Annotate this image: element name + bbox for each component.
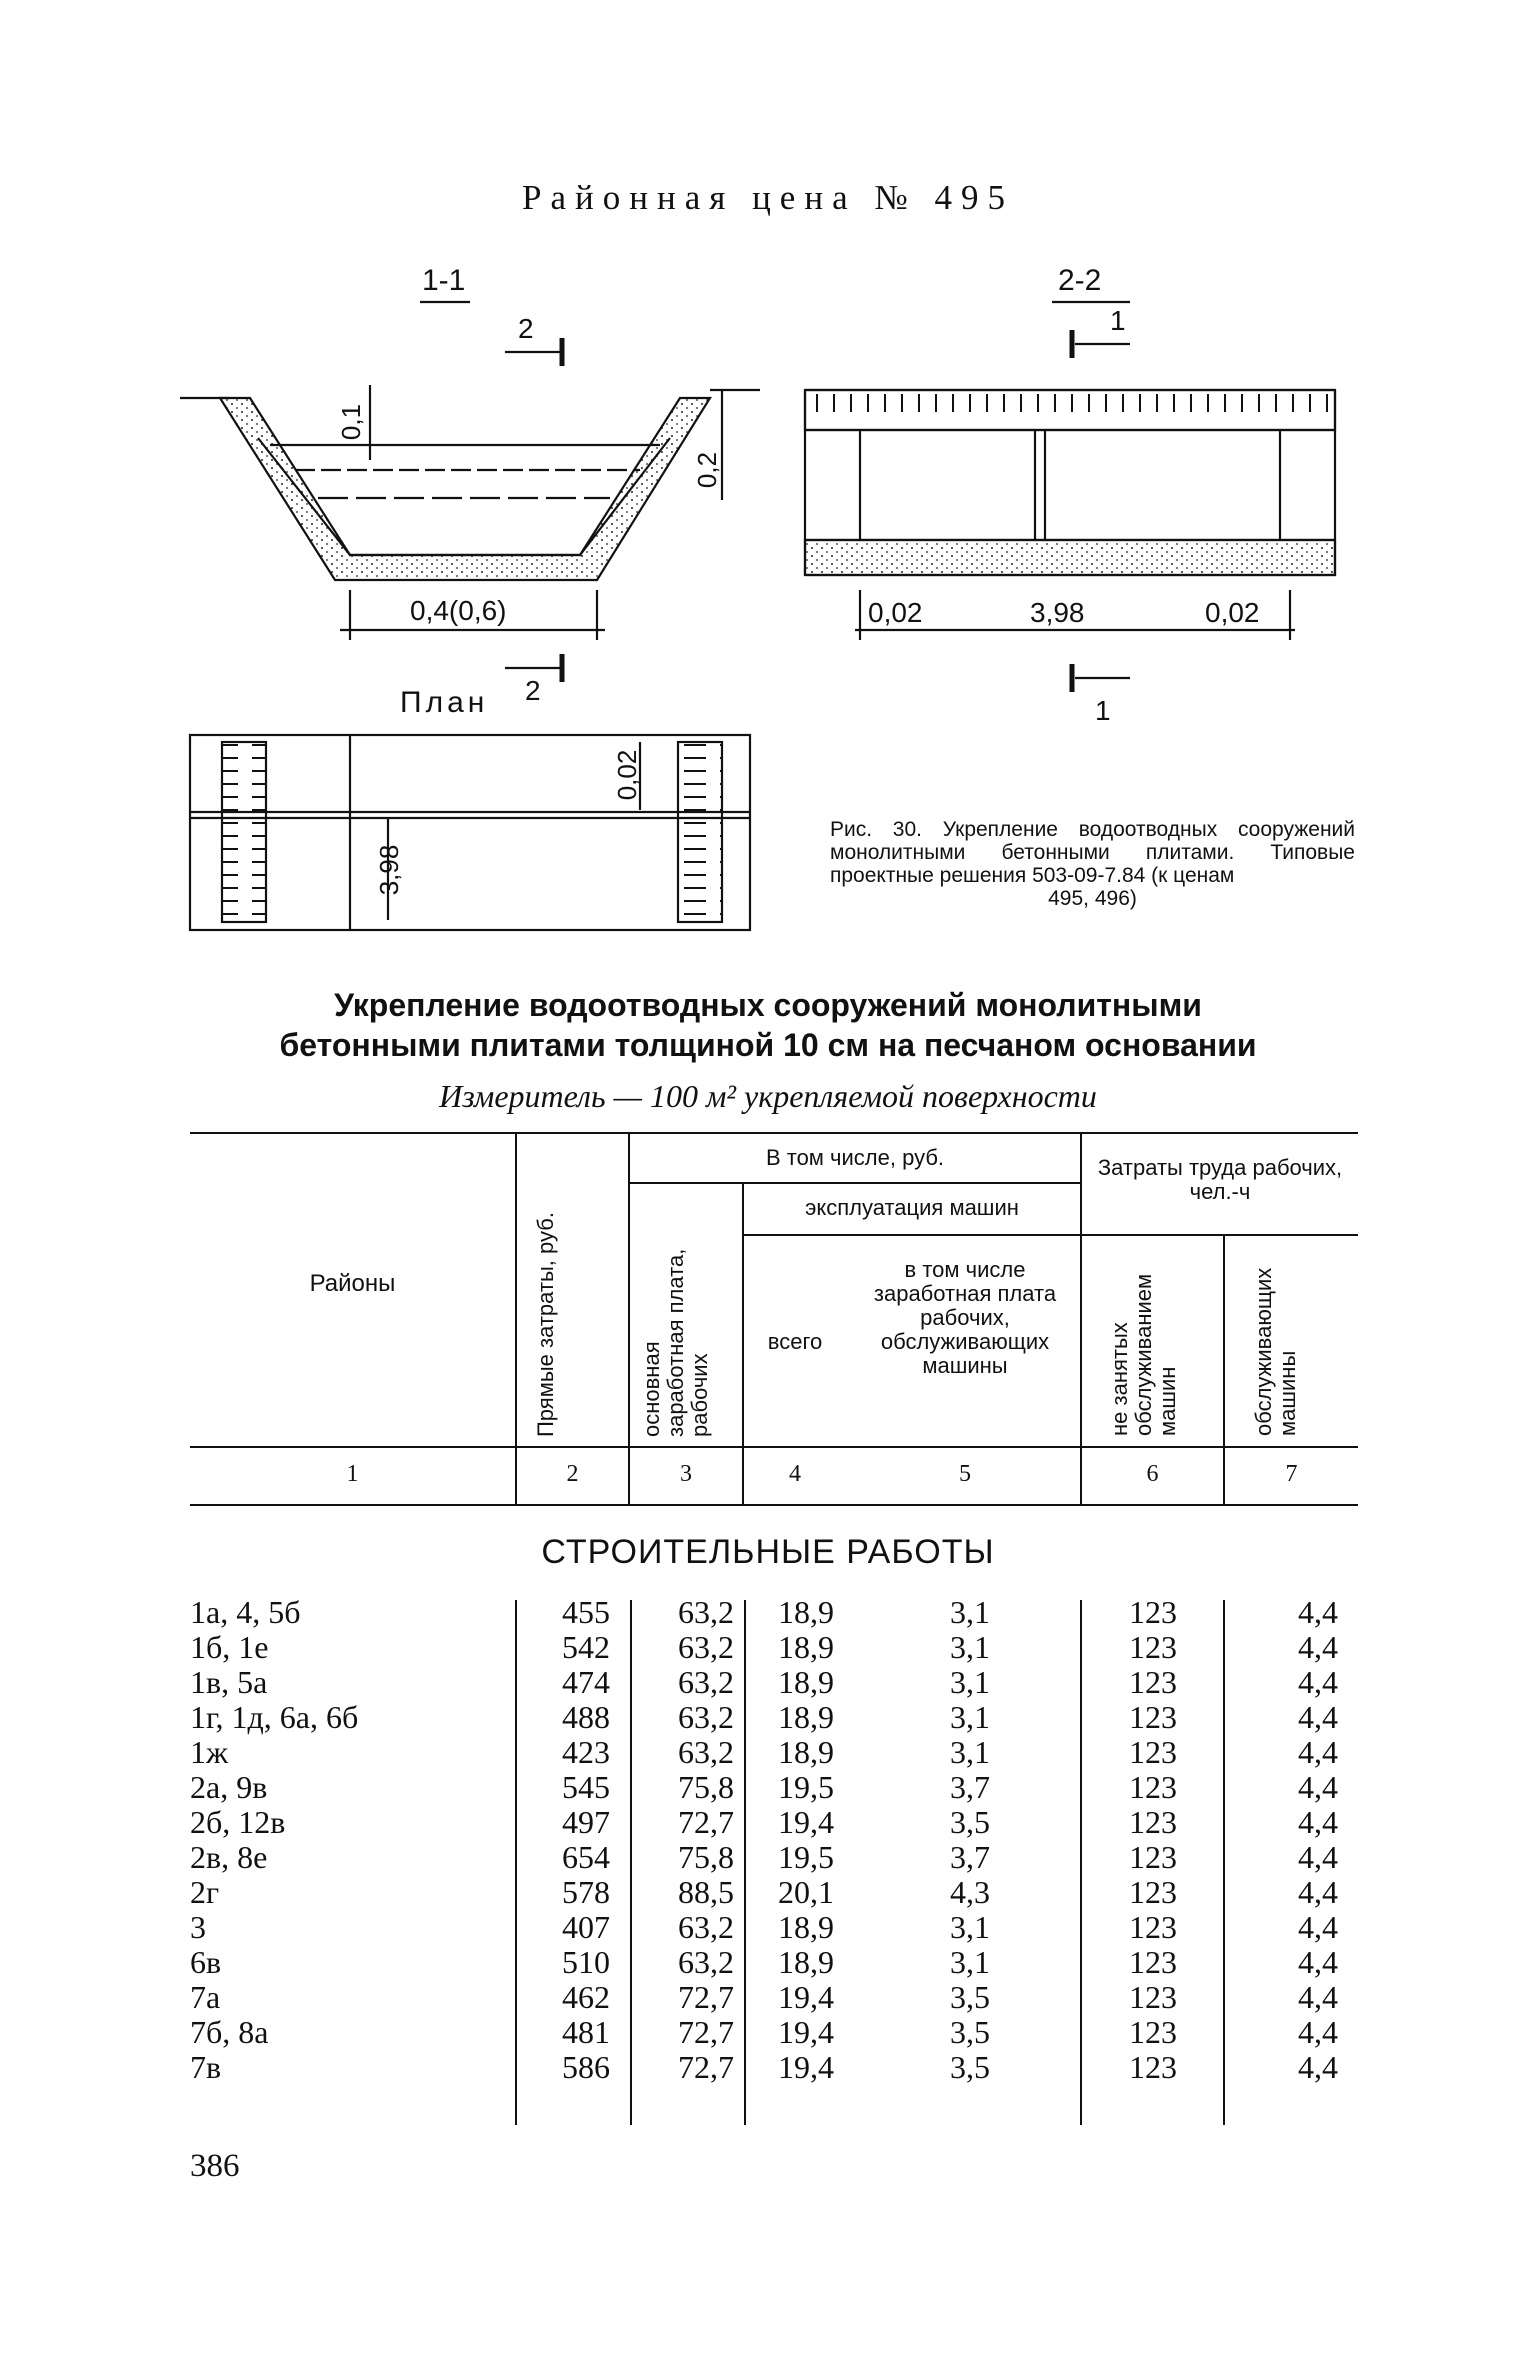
cell-machine-total: 19,4: [778, 2014, 834, 2050]
header-including: В том числе, руб.: [765, 1145, 945, 1170]
cell-labor-machine: 4,4: [1298, 1839, 1338, 1875]
section-marker-2-top: 2: [518, 313, 534, 344]
table-row: [190, 1595, 1358, 1630]
cell-machine-total: 18,9: [778, 1944, 834, 1980]
plan-dim-3-98: 3,98: [374, 844, 404, 896]
table-row: [190, 1770, 1358, 1805]
cell-regions: 2а, 9в: [190, 1769, 268, 1805]
table-row: [190, 1980, 1358, 2015]
table-row: [190, 2015, 1358, 2050]
cell-machine-wage: 3,7: [950, 1839, 990, 1875]
cell-machine-wage: 3,1: [950, 1734, 990, 1770]
table-row: [190, 1840, 1358, 1875]
cell-labor-machine: 4,4: [1298, 1909, 1338, 1945]
cell-base-wage: 75,8: [678, 1769, 734, 1805]
cell-regions: 1б, 1е: [190, 1629, 269, 1665]
cell-machine-wage: 3,1: [950, 1594, 990, 1630]
cell-labor-machine: 4,4: [1298, 1874, 1338, 1910]
header-labor: Затраты труда рабочих, чел.-ч: [1097, 1155, 1343, 1204]
cell-machine-wage: 3,5: [950, 2049, 990, 2085]
cell-machine-total: 19,4: [778, 1979, 834, 2015]
header-regions: Районы: [309, 1270, 396, 1297]
cell-labor-not-machine: 123: [1129, 1594, 1177, 1630]
cell-base-wage: 88,5: [678, 1874, 734, 1910]
cell-labor-not-machine: 123: [1129, 1944, 1177, 1980]
heading-line-1: Укрепление водоотводных сооружений монолитными: [334, 987, 1202, 1023]
cell-labor-machine: 4,4: [1298, 1979, 1338, 2015]
cell-base-wage: 63,2: [678, 1909, 734, 1945]
cell-regions: 1г, 1д, 6а, 6б: [190, 1699, 359, 1735]
cell-machine-wage: 3,5: [950, 2014, 990, 2050]
page-title: Районная цена № 495: [522, 178, 1014, 217]
cell-labor-not-machine: 123: [1129, 1839, 1177, 1875]
cell-machine-wage: 3,1: [950, 1629, 990, 1665]
caption-text-end: 495, 496): [1048, 887, 1137, 910]
cell-direct-costs: 542: [562, 1629, 610, 1665]
cell-machine-total: 19,4: [778, 2049, 834, 2085]
dim-0-2: 0,2: [692, 451, 722, 489]
cell-labor-machine: 4,4: [1298, 1804, 1338, 1840]
cell-base-wage: 72,7: [678, 1804, 734, 1840]
cell-machine-total: 18,9: [778, 1734, 834, 1770]
cell-base-wage: 63,2: [678, 1699, 734, 1735]
table-row: [190, 1665, 1358, 1700]
cell-direct-costs: 423: [562, 1734, 610, 1770]
cell-regions: 7б, 8а: [190, 2014, 269, 2050]
cell-direct-costs: 586: [562, 2049, 610, 2085]
section-marker-1-top: 1: [1110, 305, 1126, 336]
table-row: [190, 1805, 1358, 1840]
cell-regions: 1ж: [190, 1734, 229, 1770]
cell-base-wage: 72,7: [678, 2014, 734, 2050]
cell-regions: 7а: [190, 1979, 221, 2015]
cell-regions: 2г: [190, 1874, 220, 1910]
cell-base-wage: 72,7: [678, 1979, 734, 2015]
dim-0-02-left: 0,02: [868, 597, 923, 628]
cell-machine-wage: 3,1: [950, 1699, 990, 1735]
cell-direct-costs: 474: [562, 1664, 610, 1700]
cell-machine-wage: 3,5: [950, 1804, 990, 1840]
dim-0-02-right: 0,02: [1205, 597, 1260, 628]
cell-machine-total: 18,9: [778, 1629, 834, 1665]
col-number-1: 1: [346, 1461, 359, 1487]
figure-caption: [830, 818, 1355, 910]
cell-direct-costs: 488: [562, 1699, 610, 1735]
cell-machine-wage: 3,1: [950, 1909, 990, 1945]
table-body: [190, 1595, 1358, 2085]
cell-machine-total: 18,9: [778, 1594, 834, 1630]
cell-direct-costs: 497: [562, 1804, 610, 1840]
col-number-2: 2: [566, 1461, 579, 1487]
cell-machine-wage: 4,3: [950, 1874, 990, 1910]
table-header: [190, 1122, 1358, 1510]
col-number-6: 6: [1146, 1461, 1159, 1487]
header-direct-costs: Прямые затраты, руб.: [533, 1212, 558, 1437]
caption-text: Рис. 30. Укрепление водоотводных сооружений монолитными бетонными плитами. Типовые проектные решения 503-09-7.84 (к ценам: [830, 818, 1355, 887]
cell-labor-machine: 4,4: [1298, 1699, 1338, 1735]
table-row: [190, 1630, 1358, 1665]
cell-regions: 1а, 4, 5б: [190, 1594, 301, 1630]
header-not-machine: не занятых обслуживанием машин: [1107, 1273, 1180, 1436]
section-2-2-label: 2-2: [1058, 264, 1102, 297]
cell-base-wage: 63,2: [678, 1734, 734, 1770]
cell-machine-total: 19,4: [778, 1804, 834, 1840]
cell-machine-total: 18,9: [778, 1909, 834, 1945]
cell-base-wage: 63,2: [678, 1664, 734, 1700]
cell-labor-not-machine: 123: [1129, 2049, 1177, 2085]
cell-machine-total: 19,5: [778, 1839, 834, 1875]
col-number-4: 4: [789, 1461, 801, 1487]
cell-machine-total: 20,1: [778, 1874, 834, 1910]
heading-line-2: бетонными плитами толщиной 10 см на песчаном основании: [279, 1027, 1257, 1063]
cell-machine-total: 18,9: [778, 1699, 834, 1735]
cell-labor-not-machine: 123: [1129, 1734, 1177, 1770]
cell-base-wage: 63,2: [678, 1594, 734, 1630]
cell-machine-wage: 3,7: [950, 1769, 990, 1805]
cell-labor-machine: 4,4: [1298, 1769, 1338, 1805]
header-base-wage: основная заработная плата, рабочих: [639, 1248, 712, 1437]
col-number-5: 5: [959, 1461, 971, 1487]
cell-labor-not-machine: 123: [1129, 2014, 1177, 2050]
cell-machine-wage: 3,1: [950, 1664, 990, 1700]
cell-labor-machine: 4,4: [1298, 1944, 1338, 1980]
header-total: всего: [767, 1329, 823, 1354]
table-row: [190, 2050, 1358, 2085]
cell-machine-wage: 3,5: [950, 1979, 990, 2015]
cell-regions: 7в: [190, 2049, 222, 2085]
cell-regions: 2в, 8е: [190, 1839, 268, 1875]
cell-labor-not-machine: 123: [1129, 1979, 1177, 2015]
cell-labor-machine: 4,4: [1298, 1629, 1338, 1665]
cell-direct-costs: 481: [562, 2014, 610, 2050]
cell-direct-costs: 455: [562, 1594, 610, 1630]
cell-direct-costs: 407: [562, 1909, 610, 1945]
cell-labor-machine: 4,4: [1298, 2014, 1338, 2050]
section-title: СТРОИТЕЛЬНЫЕ РАБОТЫ: [541, 1533, 995, 1571]
cell-base-wage: 75,8: [678, 1839, 734, 1875]
page-number: 386: [190, 2148, 240, 2184]
cell-regions: 3: [190, 1909, 206, 1945]
header-incl-wage: в том числе заработная плата рабочих, обслуживающих машины: [873, 1257, 1057, 1378]
cell-regions: 6в: [190, 1944, 222, 1980]
col-number-7: 7: [1285, 1461, 1298, 1487]
dim-0-4: 0,4(0,6): [410, 595, 507, 626]
table-row: [190, 1735, 1358, 1770]
cell-labor-not-machine: 123: [1129, 1804, 1177, 1840]
plan-dim-0-02: 0,02: [612, 749, 642, 801]
cell-direct-costs: 578: [562, 1874, 610, 1910]
cell-labor-not-machine: 123: [1129, 1699, 1177, 1735]
cell-machine-wage: 3,1: [950, 1944, 990, 1980]
cell-base-wage: 63,2: [678, 1629, 734, 1665]
cell-machine-total: 18,9: [778, 1664, 834, 1700]
measurement-unit: Измеритель — 100 м² укрепляемой поверхности: [439, 1078, 1097, 1114]
cell-labor-not-machine: 123: [1129, 1769, 1177, 1805]
plan-label: План: [400, 686, 489, 719]
section-marker-1-bottom: 1: [1095, 695, 1111, 726]
table-row: [190, 1945, 1358, 1980]
table-row: [190, 1875, 1358, 1910]
table-row: [190, 1700, 1358, 1735]
cell-regions: 1в, 5а: [190, 1664, 268, 1700]
cell-regions: 2б, 12в: [190, 1804, 286, 1840]
cell-base-wage: 63,2: [678, 1944, 734, 1980]
table-row: [190, 1910, 1358, 1945]
cell-labor-not-machine: 123: [1129, 1909, 1177, 1945]
cell-base-wage: 72,7: [678, 2049, 734, 2085]
col-number-3: 3: [680, 1461, 692, 1487]
section-marker-2-bottom: 2: [525, 675, 541, 706]
cell-direct-costs: 462: [562, 1979, 610, 2015]
cell-direct-costs: 545: [562, 1769, 610, 1805]
cell-labor-machine: 4,4: [1298, 1664, 1338, 1700]
table-heading: [0, 985, 1536, 1065]
cell-labor-machine: 4,4: [1298, 1594, 1338, 1630]
dim-3-98: 3,98: [1030, 597, 1085, 628]
dim-0-1: 0,1: [336, 403, 366, 441]
header-machine-operation: эксплуатация машин: [805, 1195, 1019, 1220]
cell-labor-not-machine: 123: [1129, 1664, 1177, 1700]
header-machine-service: обслуживающих машины: [1251, 1267, 1300, 1436]
cell-labor-not-machine: 123: [1129, 1629, 1177, 1665]
section-1-1-label: 1-1: [422, 264, 466, 297]
cell-machine-total: 19,5: [778, 1769, 834, 1805]
cell-labor-machine: 4,4: [1298, 1734, 1338, 1770]
cell-labor-machine: 4,4: [1298, 2049, 1338, 2085]
cell-direct-costs: 510: [562, 1944, 610, 1980]
cell-direct-costs: 654: [562, 1839, 610, 1875]
cell-labor-not-machine: 123: [1129, 1874, 1177, 1910]
